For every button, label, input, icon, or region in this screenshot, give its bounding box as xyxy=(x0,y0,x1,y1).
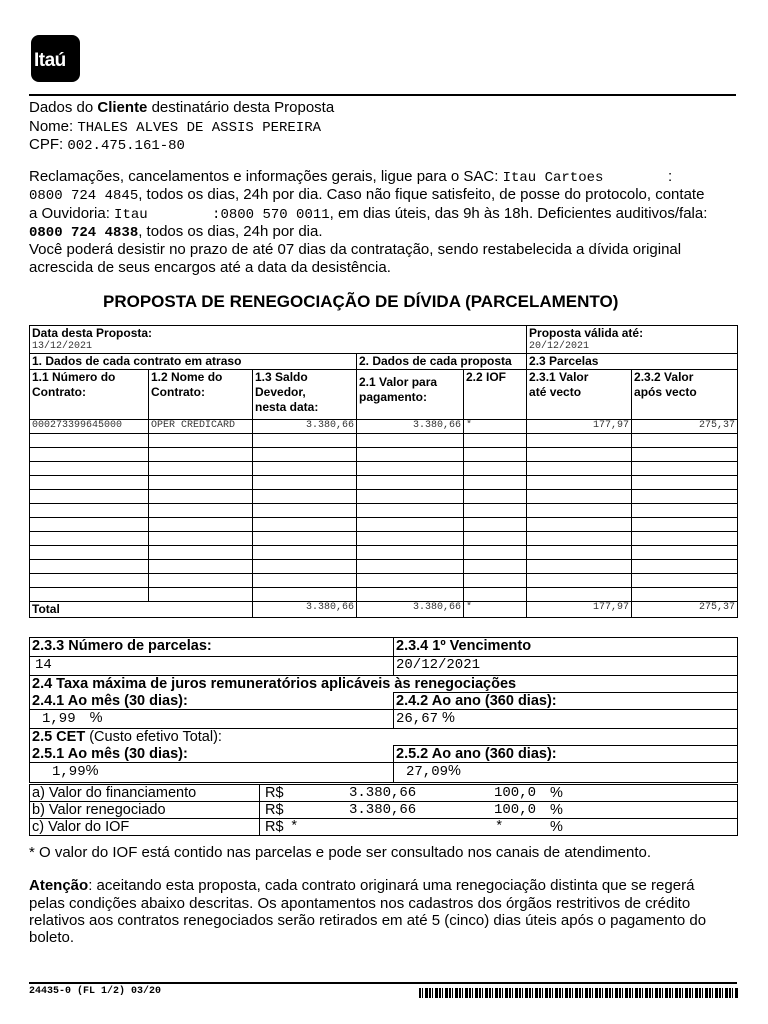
total-iof: * xyxy=(464,602,527,618)
renegotiated-value: 3.380,66 xyxy=(349,802,417,818)
empty-cell xyxy=(357,588,464,602)
customer-cpf-row xyxy=(29,135,185,156)
iof-value: * xyxy=(290,819,299,835)
empty-cell xyxy=(464,560,527,574)
empty-cell xyxy=(357,476,464,490)
customer-name: THALES ALVES DE ASSIS PEREIRA xyxy=(77,120,321,136)
installments-label: 2.3.3 Número de parcelas: xyxy=(30,638,394,657)
empty-cell xyxy=(357,448,464,462)
cet-year-value: 27,09 xyxy=(406,764,449,780)
contract-iof: * xyxy=(464,420,527,434)
rate-heading: 2.4 Taxa máxima de juros remuneratórios aplicáveis às renegociações xyxy=(30,676,738,693)
empty-cell xyxy=(253,504,357,518)
table-row xyxy=(30,420,738,434)
empty-cell xyxy=(149,490,253,504)
empty-cell xyxy=(253,518,357,532)
col-balance: 1.3 Saldo Devedor, nesta data: xyxy=(253,370,357,420)
empty-cell xyxy=(30,574,149,588)
contact-line-4: 0800 724 4838, todos os dias, 24h por dia. xyxy=(29,223,323,241)
empty-cell xyxy=(149,560,253,574)
deaf-phone: 0800 724 4838 xyxy=(29,225,139,241)
customer-heading: Dados do Cliente destinatário desta Proposta xyxy=(29,99,335,116)
total-before-due: 177,97 xyxy=(527,602,632,618)
section-proposal: 2. Dados de cada proposta xyxy=(357,354,527,370)
empty-cell xyxy=(253,588,357,602)
proposal-valid-cell: Proposta válida até: 20/12/2021 xyxy=(527,326,738,354)
attention-line-3: relativos aos contratos renegociados serão retirados em até 5 (cinco) dias úteis após o pagamento do xyxy=(29,912,707,929)
empty-cell xyxy=(253,448,357,462)
empty-cell xyxy=(632,574,738,588)
proposal-table xyxy=(29,325,738,618)
col-iof: 2.2 IOF xyxy=(464,370,527,420)
empty-cell xyxy=(527,518,632,532)
attention-line-2: pelas condições abaixo descritas. Os apontamentos nos cadastros dos órgãos restritivos de crédito xyxy=(29,895,691,912)
empty-cell xyxy=(464,476,527,490)
cet-month-label: 2.5.1 Ao mês (30 dias): xyxy=(30,746,394,763)
empty-cell xyxy=(632,560,738,574)
empty-cell xyxy=(30,588,149,602)
itau-logo: Itaú xyxy=(31,35,80,82)
empty-cell xyxy=(30,448,149,462)
empty-cell xyxy=(30,560,149,574)
cet-heading: 2.5 CET (Custo efetivo Total): xyxy=(30,729,738,746)
empty-cell xyxy=(527,560,632,574)
empty-table-row xyxy=(30,448,738,462)
empty-cell xyxy=(464,574,527,588)
empty-cell xyxy=(357,560,464,574)
empty-cell xyxy=(527,434,632,448)
empty-cell xyxy=(632,518,738,532)
empty-cell xyxy=(357,504,464,518)
footer-divider xyxy=(29,982,737,984)
empty-cell xyxy=(464,518,527,532)
proposal-date-cell: Data desta Proposta: 13/12/2021 xyxy=(30,326,527,354)
empty-cell xyxy=(253,532,357,546)
empty-cell xyxy=(464,490,527,504)
empty-cell xyxy=(632,462,738,476)
first-due-label: 2.3.4 1º Vencimento xyxy=(394,638,738,657)
customer-cpf: 002.475.161-80 xyxy=(67,138,185,154)
empty-cell xyxy=(464,504,527,518)
empty-table-row xyxy=(30,560,738,574)
financing-pct: 100,0 xyxy=(494,785,537,801)
column-headers xyxy=(30,370,738,420)
empty-cell xyxy=(253,490,357,504)
header-divider xyxy=(29,94,736,96)
col-payment: 2.1 Valor para pagamento: xyxy=(357,370,464,420)
empty-cell xyxy=(527,574,632,588)
contract-before-due: 177,97 xyxy=(527,420,632,434)
empty-cell xyxy=(527,448,632,462)
empty-cell xyxy=(632,532,738,546)
terms-table xyxy=(29,637,738,783)
empty-cell xyxy=(30,490,149,504)
ouvidoria-phone: :0800 570 0011 xyxy=(212,207,330,223)
sac-phone: 0800 724 4845 xyxy=(29,188,139,204)
empty-cell xyxy=(357,532,464,546)
empty-cell xyxy=(464,448,527,462)
empty-table-row xyxy=(30,518,738,532)
rate-year-cell: 26,67 % xyxy=(394,710,738,729)
empty-cell xyxy=(357,518,464,532)
empty-cell xyxy=(30,476,149,490)
iof-footnote: * O valor do IOF está contido nas parcelas e pode ser consultado nos canais de atendimento. xyxy=(29,844,652,861)
rate-month-label: 2.4.1 Ao mês (30 dias): xyxy=(30,693,394,710)
empty-cell xyxy=(527,504,632,518)
total-row xyxy=(30,602,738,618)
empty-cell xyxy=(527,546,632,560)
empty-cell xyxy=(149,546,253,560)
financing-label: a) Valor do financiamento xyxy=(30,785,260,802)
col-contract-number: 1.1 Número do Contrato: xyxy=(30,370,149,420)
iof-values: R$ * * % xyxy=(260,819,738,836)
empty-cell xyxy=(632,434,738,448)
values-table xyxy=(29,784,738,836)
empty-cell xyxy=(149,434,253,448)
empty-cell xyxy=(527,490,632,504)
empty-cell xyxy=(632,490,738,504)
empty-table-row xyxy=(30,476,738,490)
empty-cell xyxy=(253,476,357,490)
contact-line-5: Você poderá desistir no prazo de até 07 dias da contratação, sendo restabelecida a dívida original xyxy=(29,241,682,258)
empty-cell xyxy=(357,490,464,504)
empty-cell xyxy=(464,434,527,448)
empty-table-row xyxy=(30,462,738,476)
empty-cell xyxy=(149,462,253,476)
contract-payment: 3.380,66 xyxy=(357,420,464,434)
empty-cell xyxy=(357,546,464,560)
empty-table-row xyxy=(30,490,738,504)
installments-value: 14 xyxy=(30,657,394,676)
col-before-due: 2.3.1 Valor até vecto xyxy=(527,370,632,420)
empty-cell xyxy=(30,532,149,546)
empty-cell xyxy=(30,504,149,518)
contract-after-due: 275,37 xyxy=(632,420,738,434)
empty-table-row xyxy=(30,532,738,546)
contact-line-6: acrescida de seus encargos até a data da desistência. xyxy=(29,259,391,276)
empty-table-row xyxy=(30,546,738,560)
financing-values: R$ 3.380,66 100,0 % xyxy=(260,785,738,802)
section-contracts: 1. Dados de cada contrato em atraso xyxy=(30,354,357,370)
page-title: PROPOSTA DE RENEGOCIAÇÃO DE DÍVIDA (PARCELAMENTO) xyxy=(103,292,619,311)
iof-label: c) Valor do IOF xyxy=(30,819,260,836)
empty-cell xyxy=(30,462,149,476)
contract-name: OPER CREDICARD xyxy=(149,420,253,434)
cet-month-cell: 1,99% xyxy=(30,763,394,783)
empty-cell xyxy=(632,546,738,560)
empty-cell xyxy=(357,434,464,448)
iof-pct: * xyxy=(495,819,504,835)
contact-line-1: Reclamações, cancelamentos e informações gerais, ligue para o SAC: Itau Cartoes : xyxy=(29,168,673,186)
total-after-due: 275,37 xyxy=(632,602,738,618)
empty-cell xyxy=(464,532,527,546)
proposal-valid-date: 20/12/2021 xyxy=(529,341,590,352)
empty-cell xyxy=(253,546,357,560)
empty-cell xyxy=(464,546,527,560)
empty-cell xyxy=(527,532,632,546)
empty-table-row xyxy=(30,434,738,448)
name-label: Nome: xyxy=(29,118,74,135)
total-label: Total xyxy=(30,602,253,618)
empty-cell xyxy=(632,588,738,602)
attention-line-4: boleto. xyxy=(29,929,75,946)
empty-table-row xyxy=(30,588,738,602)
empty-cell xyxy=(149,588,253,602)
rate-month-value: 1,99 xyxy=(42,711,76,727)
empty-cell xyxy=(30,518,149,532)
contact-line-3: a Ouvidoria: Itau :0800 570 0011, em dias úteis, das 9h às 18h. Deficientes auditivos/fala: xyxy=(29,205,708,223)
sac-name: Itau Cartoes xyxy=(502,170,604,186)
empty-cell xyxy=(149,532,253,546)
empty-cell xyxy=(632,448,738,462)
empty-cell xyxy=(464,588,527,602)
empty-cell xyxy=(527,462,632,476)
empty-cell xyxy=(149,518,253,532)
rate-year-label: 2.4.2 Ao ano (360 dias): xyxy=(394,693,738,710)
form-code: 24435-0 (FL 1/2) 03/20 xyxy=(29,986,162,997)
empty-cell xyxy=(149,448,253,462)
empty-cell xyxy=(149,574,253,588)
empty-cell xyxy=(527,588,632,602)
cet-month-value: 1,99 xyxy=(52,764,86,780)
cet-year-label: 2.5.2 Ao ano (360 dias): xyxy=(394,746,738,763)
empty-cell xyxy=(253,560,357,574)
empty-table-row xyxy=(30,574,738,588)
empty-cell xyxy=(149,476,253,490)
empty-cell xyxy=(632,504,738,518)
empty-cell xyxy=(357,462,464,476)
ouvidoria-name: Itau xyxy=(114,207,148,223)
contact-line-2: 0800 724 4845, todos os dias, 24h por dia. Caso não fique satisfeito, de posse do protocolo, contate xyxy=(29,186,705,204)
cpf-label: CPF: xyxy=(29,136,64,153)
proposal-date: 13/12/2021 xyxy=(32,341,93,352)
empty-cell xyxy=(149,504,253,518)
section-installments: 2.3 Parcelas xyxy=(527,354,738,370)
empty-cell xyxy=(527,476,632,490)
col-after-due: 2.3.2 Valor após vecto xyxy=(632,370,738,420)
empty-cell xyxy=(253,434,357,448)
empty-cell xyxy=(357,574,464,588)
empty-cell xyxy=(632,476,738,490)
empty-cell xyxy=(30,546,149,560)
value-row xyxy=(30,785,738,802)
empty-cell xyxy=(464,462,527,476)
renegotiated-pct: 100,0 xyxy=(494,802,537,818)
financing-value: 3.380,66 xyxy=(349,785,417,801)
empty-table-row xyxy=(30,504,738,518)
renegotiated-values: R$ 3.380,66 100,0 % xyxy=(260,802,738,819)
contract-number: 000273399645000 xyxy=(30,420,149,434)
first-due-value: 20/12/2021 xyxy=(394,657,738,676)
rate-year-value: 26,67 xyxy=(396,711,439,727)
total-balance: 3.380,66 xyxy=(253,602,357,618)
barcode xyxy=(419,988,739,998)
total-payment: 3.380,66 xyxy=(357,602,464,618)
contract-balance: 3.380,66 xyxy=(253,420,357,434)
value-row xyxy=(30,802,738,819)
attention-line-1: Atenção: aceitando esta proposta, cada contrato originará uma renegociação distinta que se regerá xyxy=(29,877,695,894)
empty-cell xyxy=(253,574,357,588)
value-row xyxy=(30,819,738,836)
cet-year-cell: 27,09% xyxy=(394,763,738,783)
rate-month-cell: 1,99 % xyxy=(30,710,394,729)
empty-cell xyxy=(253,462,357,476)
col-contract-name: 1.2 Nome do Contrato: xyxy=(149,370,253,420)
renegotiated-label: b) Valor renegociado xyxy=(30,802,260,819)
empty-cell xyxy=(30,434,149,448)
